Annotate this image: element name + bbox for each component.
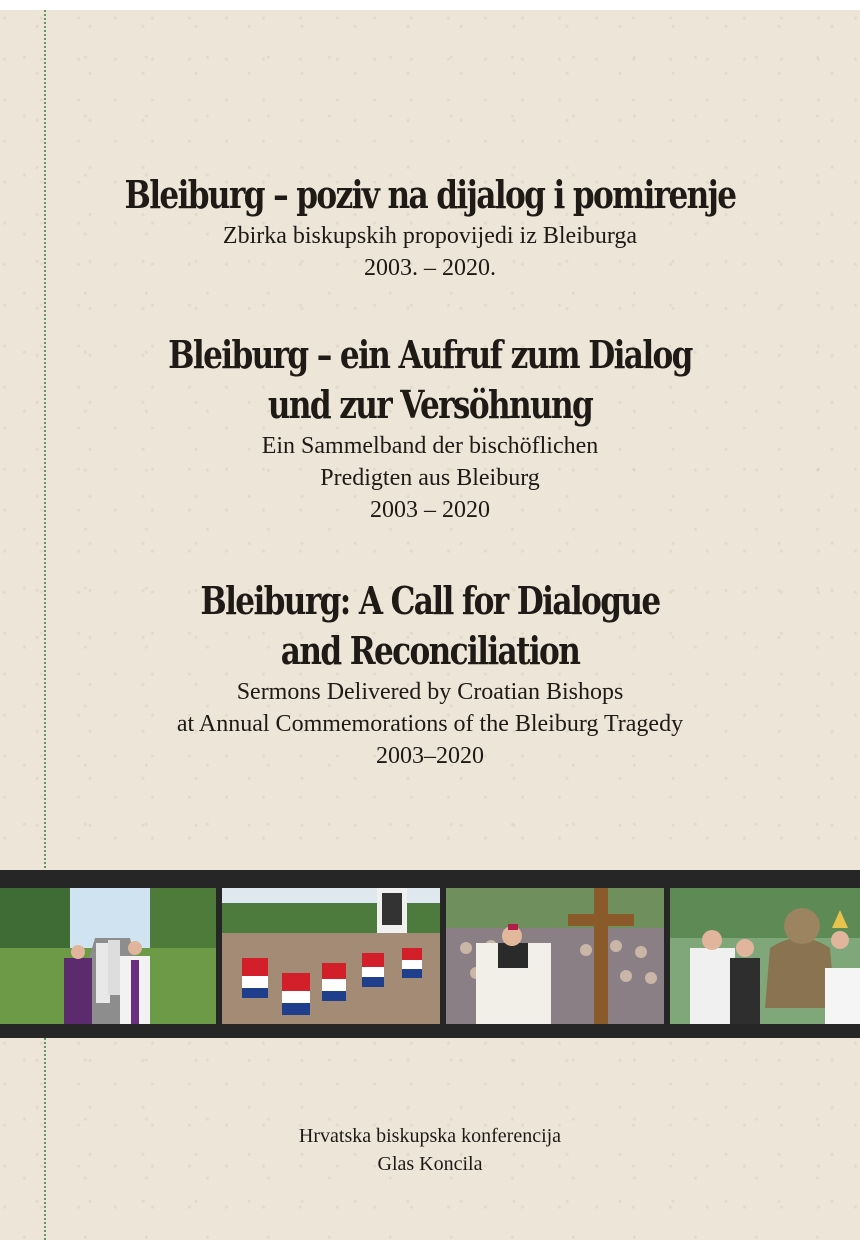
english-subtitle-line3: 2003–2020 — [376, 743, 484, 769]
german-title-line1: Bleiburg – ein Aufruf zum Dialog — [168, 332, 692, 377]
publisher-line2: Glas Koncila — [377, 1153, 483, 1175]
croatian-subtitle-line2: 2003. – 2020. — [364, 255, 496, 281]
croatian-section — [0, 170, 860, 284]
english-subtitle-line1: Sermons Delivered by Croatian Bishops — [236, 679, 624, 705]
german-subtitle-line1: Ein Sammelband der bischöflichen — [261, 433, 599, 459]
german-title-line2: und zur Versöhnung — [267, 382, 593, 427]
photo-filmstrip — [0, 870, 860, 1038]
photo-cross-crowd — [446, 888, 664, 1024]
german-subtitle-line2: Predigten aus Bleiburg — [320, 465, 540, 491]
english-title-line1: Bleiburg: A Call for Dialogue — [200, 578, 660, 623]
publisher-block — [0, 1122, 860, 1178]
photo-flags — [222, 888, 440, 1024]
publisher-line1: Hrvatska biskupska konferencija — [298, 1125, 562, 1147]
german-subtitle-line3: 2003 – 2020 — [370, 497, 490, 523]
english-title-line2: and Reconciliation — [280, 628, 580, 673]
croatian-title: Bleiburg – poziv na dijalog i pomirenje — [124, 172, 736, 217]
english-subtitle-line2: at Annual Commemorations of the Bleiburg Tragedy — [176, 711, 684, 737]
photo-procession — [0, 888, 216, 1024]
german-section — [0, 330, 860, 526]
photo-bust-monument — [670, 888, 860, 1024]
english-section — [0, 576, 860, 772]
book-cover — [0, 10, 860, 1240]
croatian-subtitle-line1: Zbirka biskupskih propovijedi iz Bleiburga — [222, 223, 638, 249]
